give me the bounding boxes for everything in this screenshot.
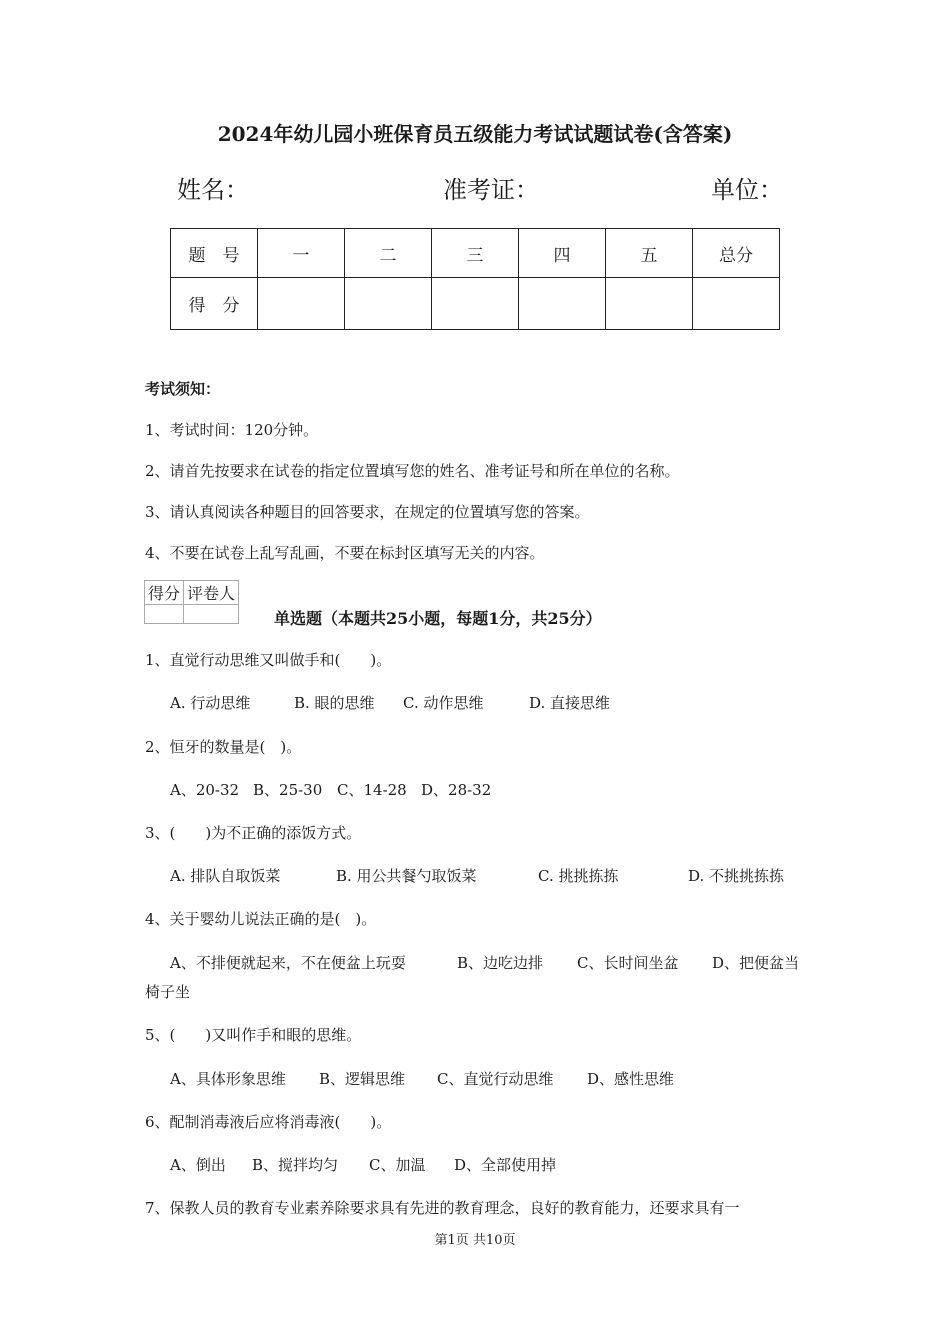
score-cell[interactable]: [519, 278, 606, 330]
score-table-header-row: [171, 229, 780, 278]
question-text: 5、( )又叫作手和眼的思维。: [145, 1026, 362, 1044]
score-table-col-4: 四: [519, 229, 606, 278]
score-table-col-total: 总分: [693, 229, 780, 278]
option-continuation: 椅子坐: [145, 983, 191, 1001]
option-b: B. 用公共餐勺取饭菜: [336, 867, 477, 885]
option-b: B、逻辑思维: [319, 1070, 406, 1088]
name-field-label: 姓名：: [177, 176, 249, 204]
unit-field-label: 单位：: [711, 176, 783, 204]
score-cell[interactable]: [693, 278, 780, 330]
question-text: 2、恒牙的数量是( )。: [145, 738, 302, 756]
score-table-col-1: 一: [258, 229, 345, 278]
notice-item: 3、请认真阅读各种题目的回答要求，在规定的位置填写您的答案。: [145, 503, 590, 521]
question-text: 7、保教人员的教育专业素养除要求具有先进的教育理念，良好的教育能力，还要求具有一: [145, 1199, 740, 1217]
score-table-col-5: 五: [606, 229, 693, 278]
score-cell[interactable]: [432, 278, 519, 330]
score-table-label-question: 题 号: [171, 229, 258, 278]
grader-box-grader-label: 评卷人: [184, 581, 239, 605]
option-b: B、25-30: [253, 781, 323, 799]
option-d: D、28-32: [421, 781, 492, 799]
question-text: 1、直觉行动思维又叫做手和( )。: [145, 651, 392, 669]
notice-heading: 考试须知：: [145, 380, 221, 398]
notice-item: 1、考试时间：120分钟。: [145, 421, 319, 439]
page-footer: 第1页 共10页: [434, 1233, 516, 1248]
question-text: 4、关于婴幼儿说法正确的是( )。: [145, 910, 377, 928]
option-d: D. 不挑挑拣拣: [688, 867, 785, 885]
option-d: D. 直接思维: [529, 694, 611, 712]
option-b: B、搅拌均匀: [252, 1156, 339, 1174]
option-c: C. 挑挑拣拣: [538, 867, 619, 885]
grader-box: [144, 580, 239, 624]
option-a: A. 行动思维: [170, 694, 251, 712]
score-table-col-3: 三: [432, 229, 519, 278]
question-text: 3、( )为不正确的添饭方式。: [145, 824, 362, 842]
score-cell[interactable]: [345, 278, 432, 330]
option-c: C、直觉行动思维: [437, 1070, 554, 1088]
option-c: C. 动作思维: [403, 694, 484, 712]
option-a: A、具体形象思维: [170, 1070, 286, 1088]
option-c: C、14-28: [337, 781, 407, 799]
score-table: [170, 228, 780, 330]
option-a: A、不排便就起来，不在便盆上玩耍: [170, 954, 406, 972]
exam-id-field-label: 准考证：: [443, 176, 539, 204]
option-a: A、倒出: [170, 1156, 226, 1174]
option-b: B、边吃边排: [457, 954, 544, 972]
option-c: C、加温: [369, 1156, 426, 1174]
notice-item: 2、请首先按要求在试卷的指定位置填写您的姓名、准考证号和所在单位的名称。: [145, 462, 680, 480]
notice-item: 4、不要在试卷上乱写乱画，不要在标封区填写无关的内容。: [145, 544, 545, 562]
score-cell[interactable]: [258, 278, 345, 330]
option-d: D、全部使用掉: [454, 1156, 557, 1174]
option-c: C、长时间坐盆: [577, 954, 679, 972]
option-d: D、把便盆当: [712, 954, 800, 972]
score-table-col-2: 二: [345, 229, 432, 278]
question-text: 6、配制消毒液后应将消毒液( )。: [145, 1113, 392, 1131]
score-table-label-score: 得 分: [171, 278, 258, 330]
document-title: 2024年幼儿园小班保育员五级能力考试试题试卷(含答案): [217, 122, 733, 146]
option-d: D、感性思维: [587, 1070, 675, 1088]
score-table-score-row: [171, 278, 780, 330]
score-cell[interactable]: [606, 278, 693, 330]
section-title: 单选题（本题共25小题，每题1分，共25分）: [274, 609, 602, 628]
grader-box-grader-cell[interactable]: [184, 605, 239, 624]
option-a: A. 排队自取饭菜: [170, 867, 281, 885]
grader-box-score-label: 得分: [145, 581, 184, 605]
grader-box-score-cell[interactable]: [145, 605, 184, 624]
option-a: A、20-32: [170, 781, 240, 799]
option-b: B. 眼的思维: [294, 694, 375, 712]
